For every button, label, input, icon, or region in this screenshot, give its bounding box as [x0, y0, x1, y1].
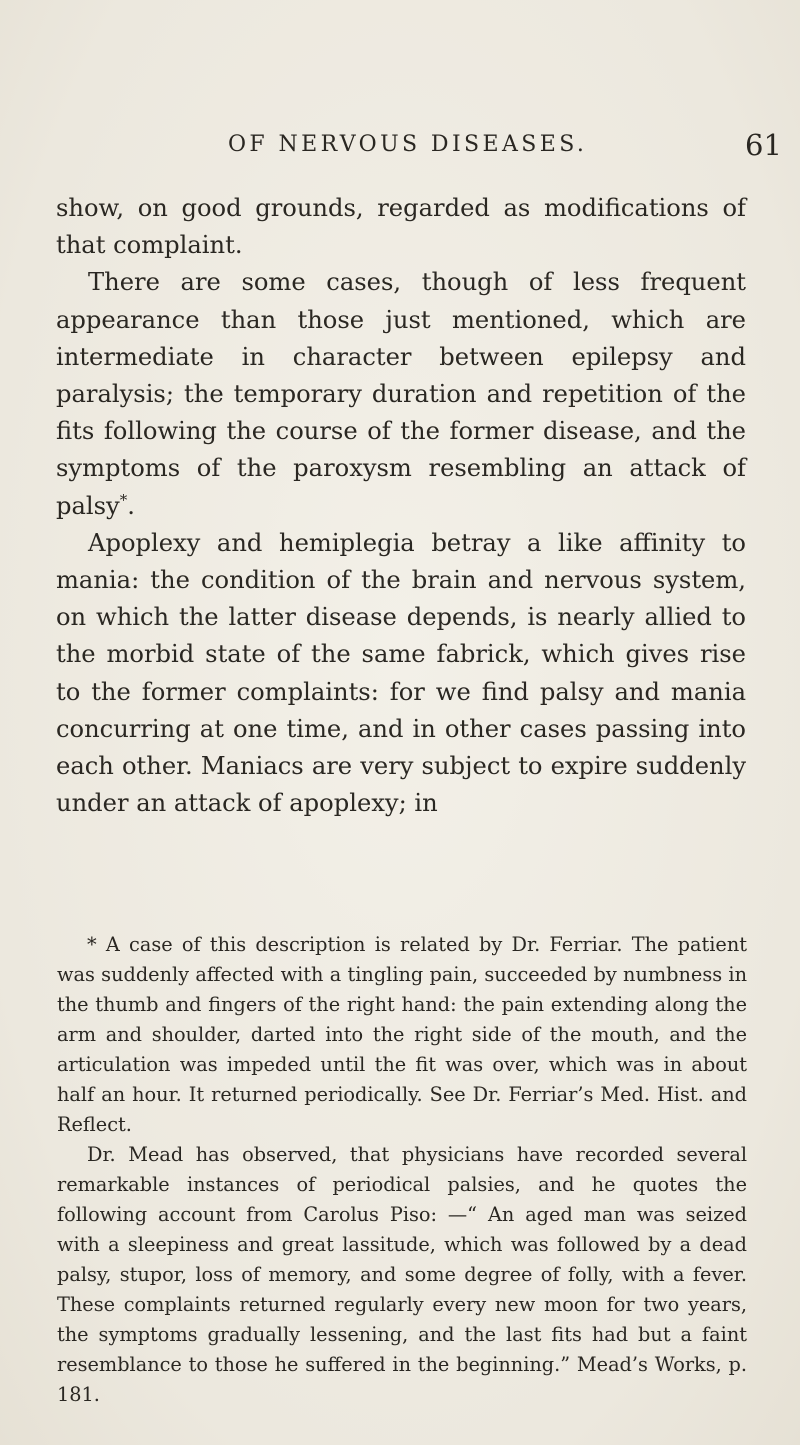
footnote-mead: Dr. Mead has observed, that physicians have recorded several remarkable instances of periodical palsies, and he quotes the following account from Carolus Piso: —“ An aged man was seized with a sleepiness and great lassitude, which was followed by a dead palsy, stupor, loss of memory, and some degree of folly, with a fever. These complaints returned regularly every new moon for two years, the symptoms gradually lessening, and the last fits had but a faint resemblance to those he suffered in the beginning.” Mead’s Works, p. 181.: [57, 1143, 747, 1406]
paragraph-continuation: show, on good grounds, regarded as modifications of that complaint.: [56, 194, 746, 260]
footnote-reference: *: [119, 490, 128, 509]
running-head-title: OF NERVOUS DISEASES.: [228, 132, 588, 157]
page-number: 61: [745, 128, 782, 162]
running-head: [228, 128, 782, 172]
paragraph-intermediate-cases-text: There are some cases, though of less frequent appearance than those just mentioned, which are intermediate in character between epilepsy and paralysis; the temporary duration and repetition of the fits following the course of the former disease, and the symptoms of the paroxysm resembling an attack of palsy: [56, 268, 746, 520]
paragraph-intermediate-cases: [56, 264, 746, 524]
footnote-ferriar: * A case of this description is related by Dr. Ferriar. The patient was suddenly affected with a tingling pain, succeeded by numbness in the thumb and fingers of the right hand: the pain extending along the arm and shoulder, darted into the right side of the mouth, and the articulation was impeded until the fit was over, which was in about half an hour. It returned periodically. See Dr. Ferriar’s Med. Hist. and Reflect.: [57, 933, 747, 1136]
main-text: [56, 190, 746, 822]
paragraph-intermediate-cases-end: .: [127, 491, 135, 520]
footnotes: [57, 930, 747, 1410]
paragraph-apoplexy: Apoplexy and hemiplegia betray a like affinity to mania: the condition of the brain and nervous system, on which the latter disease depends, is nearly allied to the morbid state of the same fabrick, which gives rise to the former complaints: for we find palsy and mania concurring at one time, and in other cases passing into each other. Maniacs are very subject to expire suddenly under an attack of apoplexy; in: [56, 528, 746, 818]
